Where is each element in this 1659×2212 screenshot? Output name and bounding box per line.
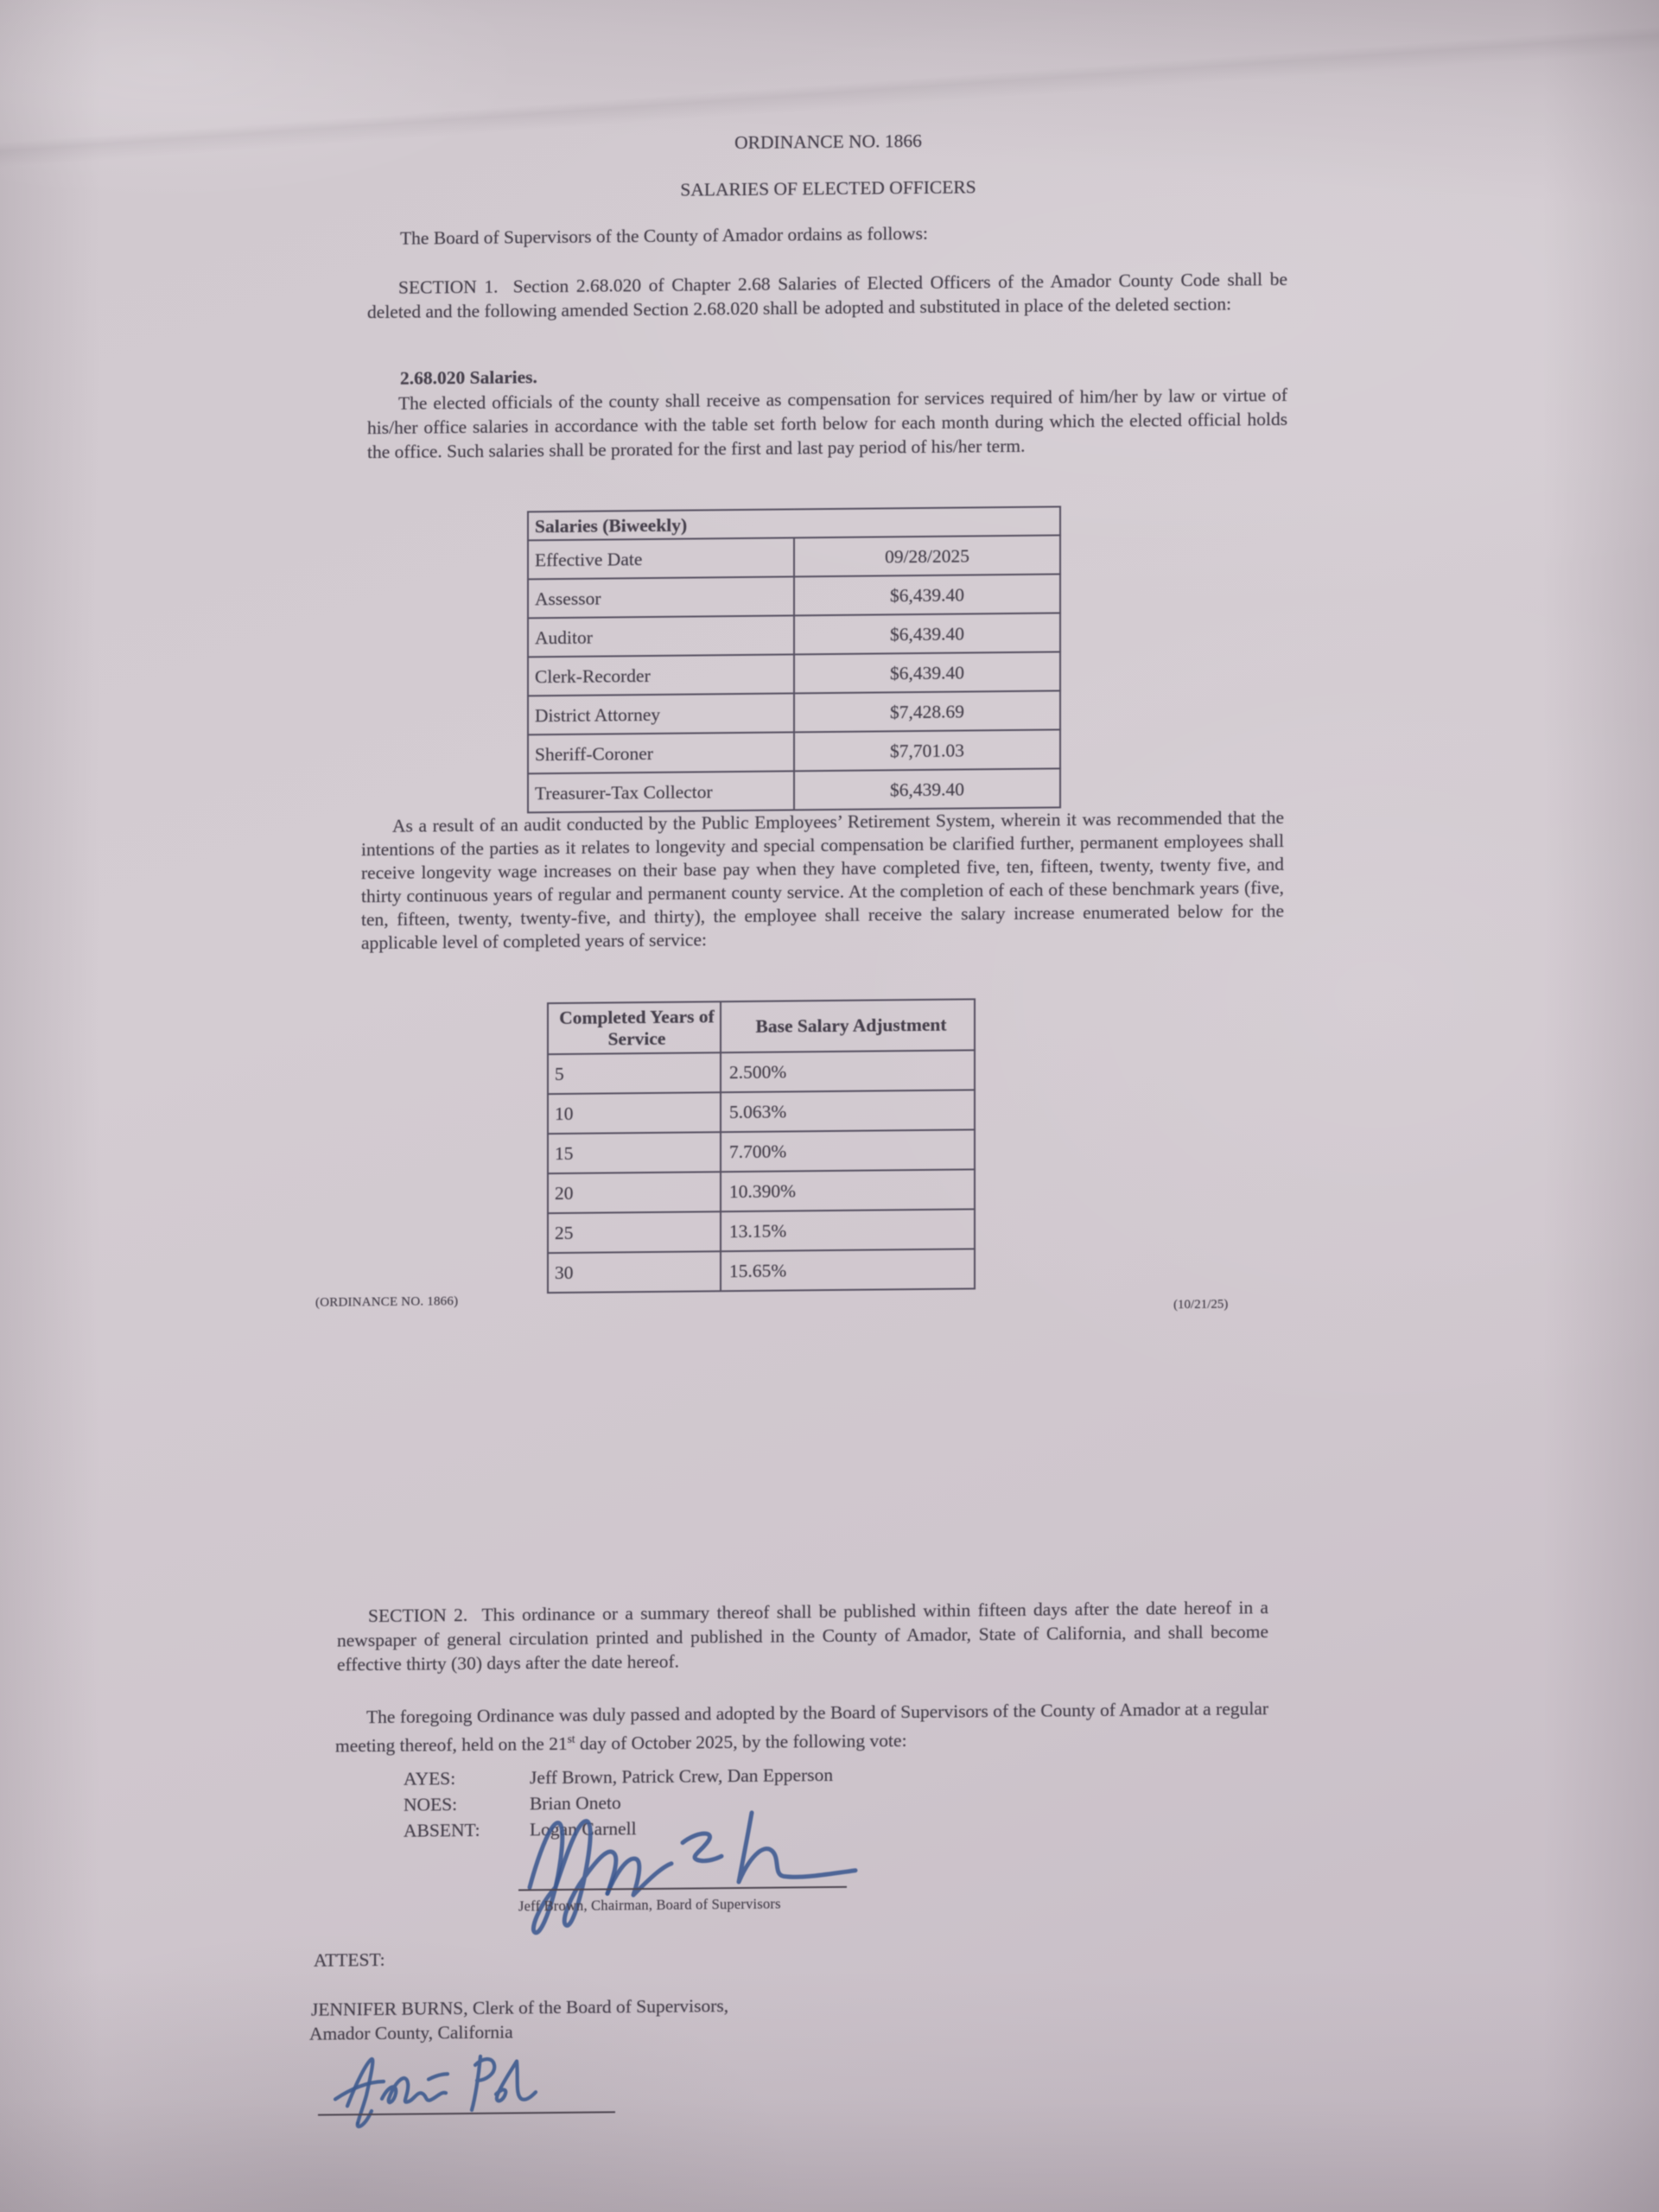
ordinance-footer-ref: (ORDINANCE NO. 1866) [315, 1294, 459, 1310]
longevity-header-years: Completed Years of Service [548, 1001, 721, 1054]
years-of-service: 25 [548, 1211, 721, 1253]
office-salary: $6,439.40 [794, 652, 1060, 693]
salary-adjustment: 13.15% [721, 1209, 975, 1251]
clerk-name-line: JENNIFER BURNS, Clerk of the Board of Supervisors, [311, 1995, 729, 2020]
years-of-service: 10 [548, 1092, 721, 1134]
office-name: District Attorney [528, 693, 794, 734]
ayes-label: AYES: [404, 1768, 456, 1789]
table-row [548, 1090, 975, 1134]
ayes-names: Jeff Brown, Patrick Crew, Dan Epperson [530, 1764, 834, 1789]
salary-adjustment: 15.65% [721, 1249, 975, 1291]
paragraph-longevity-audit: As a result of an audit conducted by the Public Employees’ Retirement System, wherein it was recommended that the intentions of the parties as it relates to longevity and special compensation be clarified further, permanent employees shall receive longevity wage increases on their base pay when they have completed five, ten, fifteen, twenty, twenty five, and thirty continuous years of regular and permanent county service. At the completion of each of these benchmark years (five, ten, fifteen, twenty, twenty-five, and thirty), the employee shall receive the salary increase enumerated below for the applicable level of completed years of service: [361, 806, 1284, 954]
paragraph-foregoing-ordinance [335, 1696, 1268, 1758]
ordinal-superscript: st [567, 1732, 575, 1745]
office-salary: $6,439.40 [794, 768, 1060, 810]
office-name: Auditor [528, 615, 794, 657]
office-salary: $6,439.40 [794, 574, 1060, 615]
office-name: Treasurer-Tax Collector [528, 771, 794, 812]
paragraph-board-ordains: The Board of Supervisors of the County of Amador ordains as follows: [400, 222, 928, 249]
absent-names: Logan Carnell [530, 1818, 637, 1840]
table-row [548, 1129, 975, 1173]
chairman-signature-scribble [505, 1802, 868, 1943]
years-of-service: 15 [548, 1132, 721, 1173]
clerk-county-line: Amador County, California [309, 2021, 513, 2044]
foregoing-text-post: day of October 2025, by the following vote: [575, 1730, 907, 1754]
salary-header-label: Effective Date [528, 537, 794, 579]
table-row [548, 1050, 975, 1094]
vote-row-ayes [404, 1763, 833, 1791]
noes-label: NOES: [404, 1794, 458, 1815]
paragraph-section-1: SECTION 1. Section 2.68.020 of Chapter 2.68 Salaries of Elected Officers of the Amador County Code shall be deleted and the following amended Section 2.68.020 shall be adopted and substituted in place of the deleted section: [367, 268, 1287, 323]
biweekly-salary-table [527, 505, 1061, 813]
absent-label: ABSENT: [404, 1819, 480, 1841]
longevity-header-adjustment: Base Salary Adjustment [721, 999, 975, 1052]
table-row [548, 1249, 975, 1293]
date-footer-ref: (10/21/25) [1173, 1297, 1229, 1313]
years-of-service: 20 [548, 1172, 721, 1213]
table-row [528, 768, 1060, 812]
table-row [528, 574, 1060, 618]
ordinance-subtitle: SALARIES OF ELECTED OFFICERS [680, 176, 976, 200]
office-name: Sheriff-Coroner [528, 732, 794, 773]
office-name: Clerk-Recorder [528, 654, 794, 696]
years-of-service: 30 [548, 1251, 721, 1293]
heading-2-68-020-salaries: 2.68.020 Salaries. [400, 366, 537, 389]
chairman-signature-caption: Jeff Brown, Chairman, Board of Supervisors [518, 1895, 781, 1915]
office-salary: $7,428.69 [794, 690, 1060, 732]
table-row [528, 729, 1060, 773]
years-of-service: 5 [548, 1052, 721, 1094]
office-salary: $7,701.03 [794, 729, 1060, 771]
table-row [528, 613, 1060, 657]
office-salary: $6,439.40 [794, 613, 1060, 654]
salary-adjustment: 7.700% [721, 1129, 975, 1172]
table-row [528, 652, 1060, 696]
paragraph-section-2: SECTION 2. This ordinance or a summary thereof shall be published within fifteen days after the date hereof in a newspaper of general circulation printed and published in the County of Amador, State of California, and shall become effective thirty (30) days after the date hereof. [337, 1597, 1268, 1675]
salary-adjustment: 2.500% [721, 1050, 975, 1092]
salary-header-date: 09/28/2025 [794, 535, 1060, 576]
paragraph-elected-officials: The elected officials of the county shall receive as compensation for services required of him/her by law or virtue of his/her office salaries in accordance with the table set forth below for each month during which the elected official holds the office. Such salaries shall be prorated for the first and last pay period of his/her term. [367, 384, 1287, 463]
clerk-signature-scribble [327, 2049, 560, 2133]
noes-names: Brian Oneto [530, 1792, 621, 1815]
table-row [528, 535, 1060, 579]
salary-adjustment: 10.390% [721, 1169, 975, 1211]
table-row [528, 690, 1060, 734]
attest-label: ATTEST: [314, 1948, 385, 1971]
office-name: Assessor [528, 576, 794, 618]
table-row [548, 999, 975, 1054]
ordinance-number-title: ORDINANCE NO. 1866 [734, 130, 922, 154]
salary-table-title: Salaries (Biweekly) [528, 506, 1060, 540]
table-row [548, 1169, 975, 1213]
table-row [548, 1209, 975, 1253]
salary-adjustment: 5.063% [721, 1090, 975, 1132]
longevity-adjustment-table [547, 998, 976, 1294]
foregoing-text-pre: The foregoing Ordinance was duly passed and adopted by the Board of Supervisors of the County of Amador at a regular meeting thereof, held on the 21 [335, 1698, 1268, 1757]
